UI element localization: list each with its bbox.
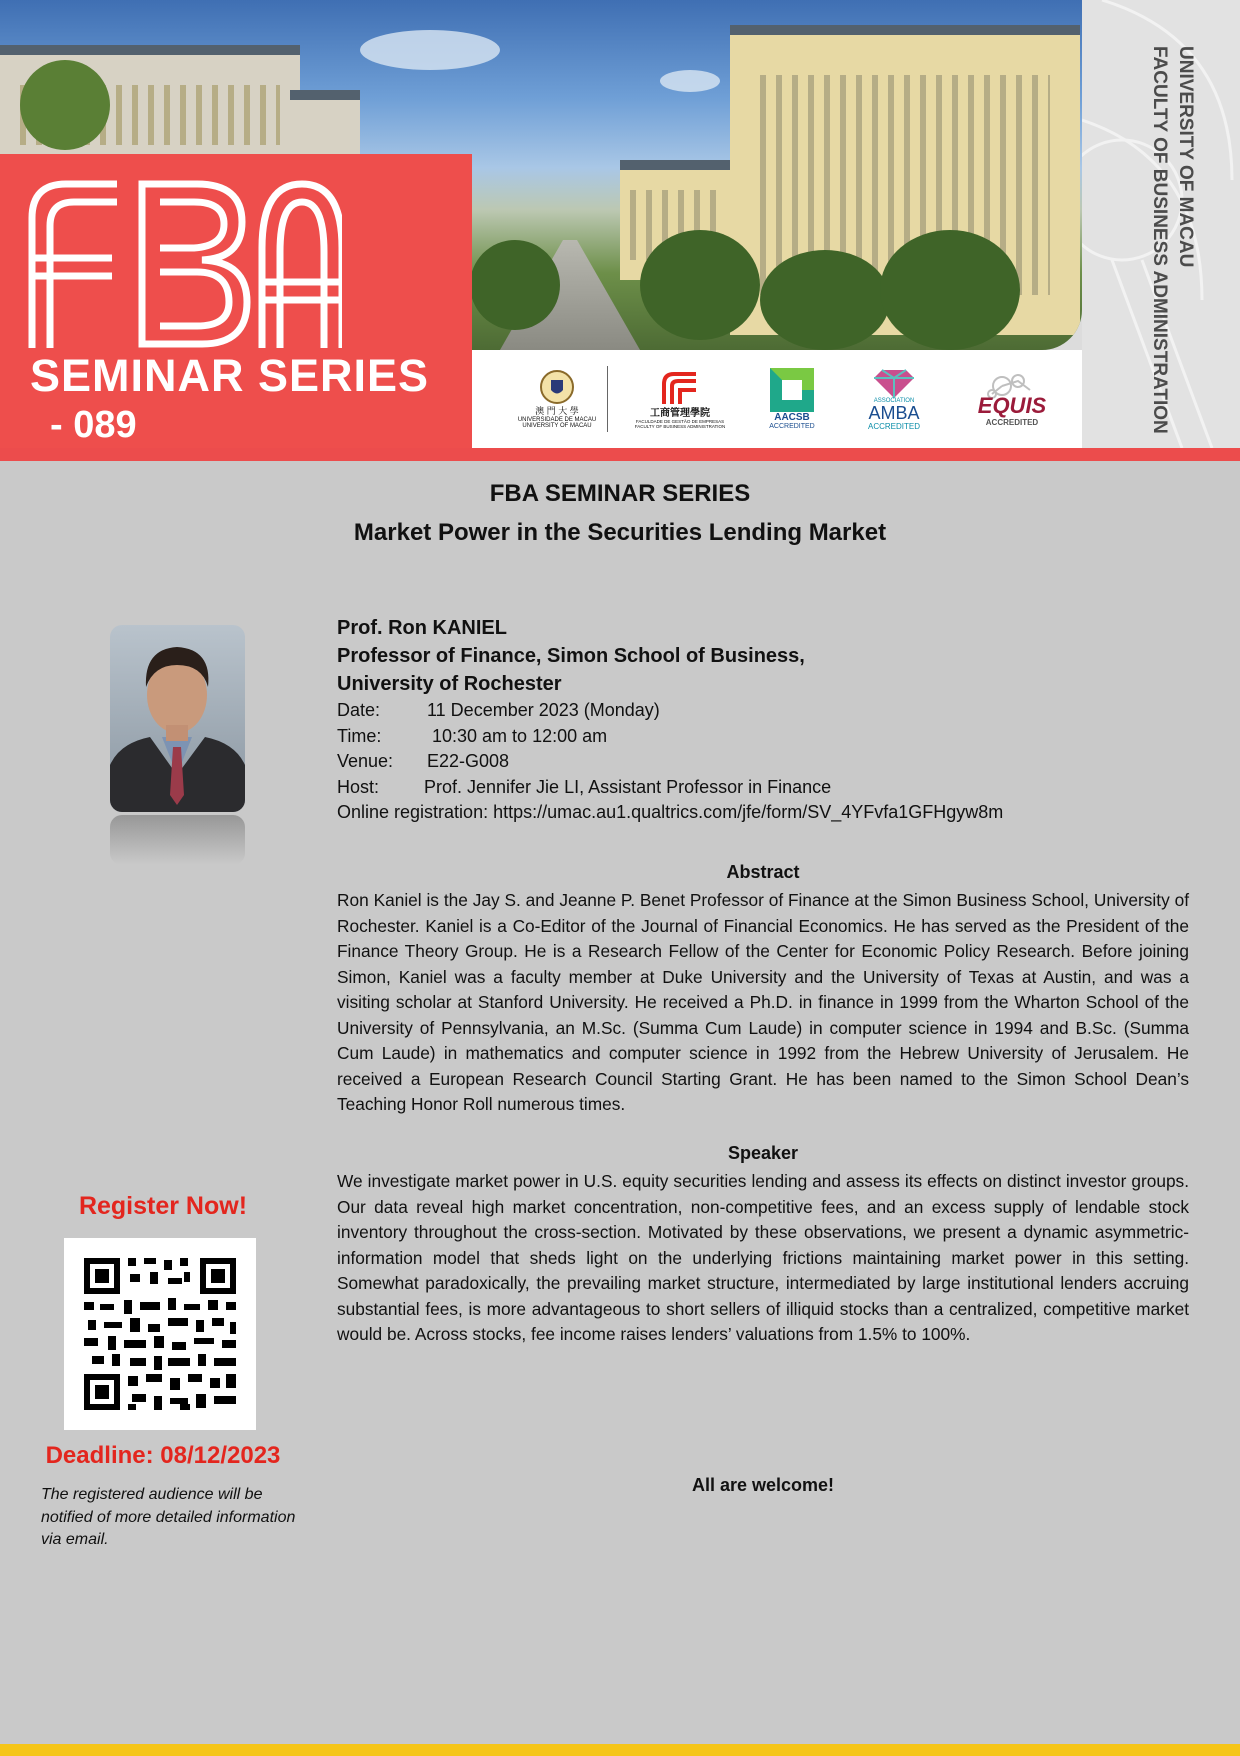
amba-association-label: ASSOCIATION <box>873 397 915 404</box>
equis-sub-label: ACCREDITED <box>985 417 1039 427</box>
header-red-band <box>0 448 1240 461</box>
cloud <box>360 30 500 70</box>
accreditation-logos <box>472 350 1082 448</box>
faculty-name: FACULTY OF BUSINESS ADMINISTRATION <box>1149 46 1170 434</box>
detail-row-date <box>337 698 1003 724</box>
amba-label: AMBA <box>868 402 920 423</box>
um-name-chinese: 澳 門 大 學 <box>535 405 579 416</box>
seminar-number: - 089 <box>50 404 137 446</box>
equis-logo <box>952 364 1072 434</box>
registration-deadline: Deadline: 08/12/2023 <box>45 1442 281 1469</box>
tree <box>470 240 560 330</box>
host-label: Host: <box>337 776 380 797</box>
equis-label: EQUIS <box>977 392 1047 418</box>
um-crest-icon <box>540 370 574 404</box>
registration-note: The registered audience will be notified of more detailed information via email. <box>41 1486 296 1548</box>
speaker-affiliation: University of Rochester <box>337 673 562 695</box>
seminar-series-label: SEMINAR SERIES <box>30 350 430 401</box>
detail-row-host <box>337 775 1003 801</box>
fba-logo <box>22 178 342 348</box>
time-value: 10:30 am to 12:00 am <box>427 725 608 746</box>
fba-name-chinese: 工商管理學院 <box>650 407 710 419</box>
fba-branding-panel <box>0 154 472 461</box>
abstract-heading: Abstract <box>726 862 800 882</box>
speaker-info <box>337 614 1003 826</box>
tree <box>20 60 110 150</box>
aacsb-icon <box>770 368 814 412</box>
date-label: Date: <box>337 700 381 720</box>
aacsb-sub-label: ACCREDITED <box>769 423 815 430</box>
fba-faculty-logo <box>620 364 740 434</box>
speaker-photo-reflection <box>110 815 245 865</box>
host-value: Prof. Jennifer Jie LI, Assistant Professor in Finance <box>424 776 832 797</box>
university-name: UNIVERSITY OF MACAU <box>1175 46 1196 268</box>
university-vertical-text <box>1146 46 1198 434</box>
detail-row-time <box>337 724 1003 750</box>
tree <box>880 230 1020 350</box>
welcome-message: All are welcome! <box>691 1475 835 1495</box>
speaker-heading: Speaker <box>727 1143 799 1163</box>
um-logo <box>502 364 612 434</box>
speaker-section-text: We investigate market power in U.S. equity securities lending and assess its effects on distinct investor groups. Our data reveal high market concentration, non-competitive fees, and an excess supply of lendable stock inventory throughout the cross-section. Motivated by these observations, we present a dynamic asymmetric-information model that sheds light on the underlying frictions maintaining market power in this setting. Somewhat paradoxically, the prevailing market structure, intermediated by large institutional lenders accruing substantial fees, is more advantageous to short sellers of illiquid stocks than a centralized, competitive market would be. Across stocks, fee income raises lenders’ valuations from 1.5% to 100%. <box>337 1171 1189 1344</box>
register-now-label: Register Now! <box>78 1192 248 1220</box>
series-title: FBA SEMINAR SERIES <box>489 480 751 507</box>
talk-title: Market Power in the Securities Lending Market <box>353 519 887 546</box>
poster-header <box>0 0 1240 461</box>
fba-name-portuguese: FACULDADE DE GESTÃO DE EMPRESAS <box>635 418 725 424</box>
tree <box>640 230 760 340</box>
time-label: Time: <box>337 725 382 746</box>
speaker-portrait-image <box>110 625 245 812</box>
amba-logo <box>844 364 944 434</box>
venue-value: E22-G008 <box>427 751 510 771</box>
tree <box>760 250 890 350</box>
cloud <box>660 70 720 92</box>
qr-code-icon <box>64 1238 256 1430</box>
registration-link[interactable]: Online registration: https://umac.au1.qualtrics.com/jfe/form/SV_4YFvfa1GFHgyw8m <box>337 802 1004 822</box>
speaker-name: Prof. Ron KANIEL <box>337 617 507 639</box>
fba-name-english: FACULTY OF BUSINESS ADMINISTRATION <box>634 423 726 429</box>
abstract-text: Ron Kaniel is the Jay S. and Jeanne P. Benet Professor of Finance at the Simon Business School, University of Rochester. Kaniel is a Co-Editor of the Journal of Financial Economics. He has served as the President of the Finance Theory Group. He is a Research Fellow of the Center for Economic Policy Research. Before joining Simon, Kaniel was a faculty member at Duke University and the University of Texas at Austin, and was a visiting scholar at Stanford University. He received a Ph.D. in finance in 1999 from the Wharton School of the University of Pennsylvania, an M.Sc. (Summa Cum Laude) in computer science in 1994 and B.Sc. (Summa Cum Laude) in mathematics and computer science in 1992 from the Hebrew University of Jerusalem. He received a European Research Council Starting Grant. He has been named to the Simon School Dean’s Teaching Honor Roll numerous times. <box>337 890 1189 1114</box>
date-value: 11 December 2023 (Monday) <box>427 700 660 720</box>
logo-divider <box>607 366 608 432</box>
detail-row-venue <box>337 749 1003 775</box>
aacsb-label: AACSB <box>774 412 810 423</box>
um-name-portuguese: UNIVERSIDADE DE MACAU <box>517 416 597 423</box>
amba-diamond-icon <box>874 368 914 398</box>
speaker-photo <box>110 625 245 812</box>
aacsb-logo <box>747 364 837 434</box>
speaker-position: Professor of Finance, Simon School of Business, <box>337 645 805 667</box>
fba-mark-icon <box>660 370 700 404</box>
um-name-english: UNIVERSITY OF MACAU <box>522 422 592 429</box>
footer-yellow-bar <box>0 1744 1240 1756</box>
amba-sub-label: ACCREDITED <box>867 421 920 431</box>
registration-qr-code[interactable] <box>64 1238 256 1430</box>
venue-label: Venue: <box>337 751 394 771</box>
